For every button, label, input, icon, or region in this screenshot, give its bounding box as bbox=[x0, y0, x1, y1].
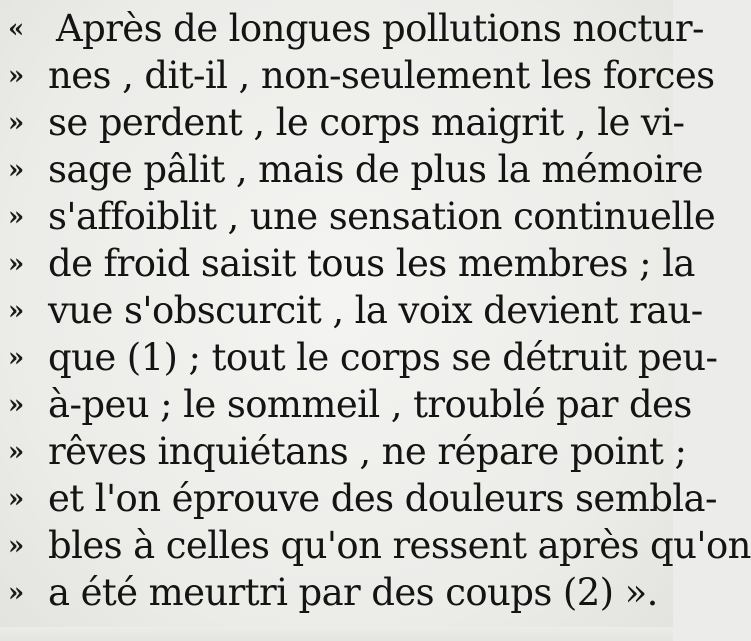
text-line bbox=[0, 6, 704, 52]
quote-mark: » bbox=[8, 202, 25, 232]
text-line bbox=[0, 100, 685, 146]
line-text: nes , dit-il , non-seulement les forces bbox=[48, 54, 715, 97]
quote-mark: « bbox=[8, 14, 25, 44]
text-line bbox=[0, 570, 673, 616]
quote-mark: » bbox=[8, 484, 25, 514]
page-bottom-edge bbox=[0, 627, 673, 641]
quote-mark: » bbox=[8, 296, 25, 326]
line-text: vue s'obscurcit , la voix devient rau- bbox=[48, 289, 703, 332]
line-text: s'affoiblit , une sensation continuelle bbox=[48, 195, 716, 238]
quote-mark: » bbox=[8, 249, 25, 279]
line-text: Après de longues pollutions noctur- bbox=[56, 7, 704, 50]
text-line bbox=[0, 194, 716, 240]
line-text: que (1) ; tout le corps se détruit peu- bbox=[48, 336, 718, 379]
text-line bbox=[0, 241, 695, 287]
quote-mark: » bbox=[8, 390, 25, 420]
text-line bbox=[0, 523, 751, 569]
text-line bbox=[0, 429, 687, 475]
quote-mark: » bbox=[8, 343, 25, 373]
text-line bbox=[0, 476, 717, 522]
quote-mark: » bbox=[8, 578, 25, 608]
line-text: de froid saisit tous les membres ; la bbox=[48, 242, 695, 285]
quote-mark: » bbox=[8, 531, 25, 561]
line-text: sage pâlit , mais de plus la mémoire bbox=[48, 148, 703, 191]
quote-mark: » bbox=[8, 155, 25, 185]
line-text: à-peu ; le sommeil , troublé par des bbox=[48, 383, 692, 426]
text-line bbox=[0, 147, 703, 193]
text-line bbox=[0, 53, 715, 99]
line-text: se perdent , le corps maigrit , le vi- bbox=[48, 101, 685, 144]
quote-mark: » bbox=[8, 437, 25, 467]
line-text: bles à celles qu'on ressent après qu'on bbox=[48, 524, 751, 567]
quote-mark: » bbox=[8, 61, 25, 91]
quote-mark: » bbox=[8, 108, 25, 138]
line-text: rêves inquiétans , ne répare point ; bbox=[48, 430, 687, 473]
text-line bbox=[0, 335, 718, 381]
text-line bbox=[0, 288, 703, 334]
line-text: a été meurtri par des coups (2) ». bbox=[48, 571, 658, 614]
line-text: et l'on éprouve des douleurs sembla- bbox=[48, 477, 717, 520]
text-line bbox=[0, 382, 692, 428]
